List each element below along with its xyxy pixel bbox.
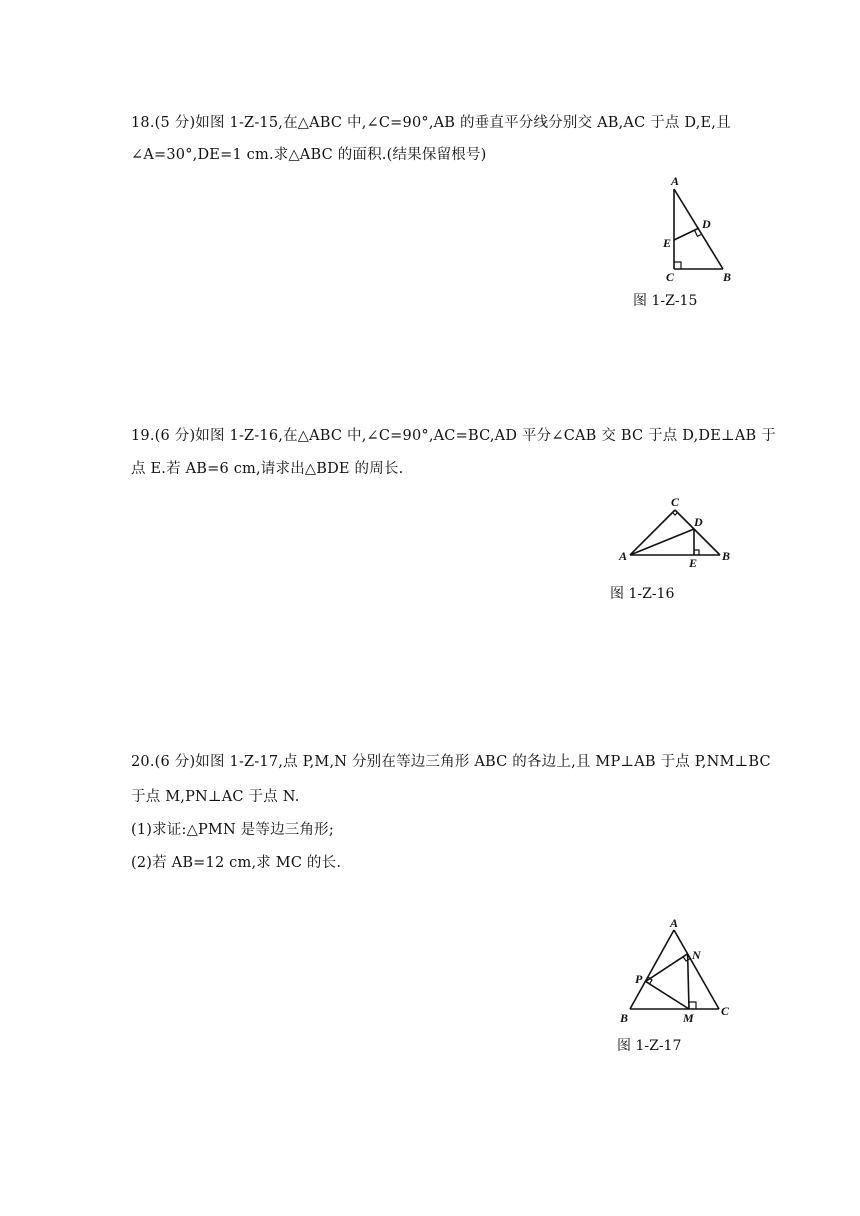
right-angle-mark-c <box>673 513 678 516</box>
side-ab <box>630 930 674 1009</box>
figure-1-Z-16 <box>612 493 742 578</box>
segment-pm <box>646 981 689 1009</box>
problem-20-line-2: 于点 M,PN⊥AC 于点 N. <box>131 789 300 805</box>
figure-caption-1-Z-17: 图 1-Z-17 <box>617 1038 682 1054</box>
label-d: D <box>694 515 703 529</box>
side-ac <box>630 510 675 555</box>
figure-1-Z-15 <box>660 172 740 287</box>
figure-caption-1-Z-15: 图 1-Z-15 <box>633 293 698 309</box>
problem-18-line-2: ∠A=30°,DE=1 cm.求△ABC 的面积.(结果保留根号) <box>131 147 487 163</box>
figure-1-Z-17 <box>615 915 740 1030</box>
right-angle-mark-c <box>674 262 681 269</box>
label-p: P <box>635 972 643 986</box>
label-a: A <box>619 549 628 563</box>
problem-19-line-2: 点 E.若 AB=6 cm,请求出△BDE 的周长. <box>131 461 404 477</box>
label-e: E <box>663 236 672 250</box>
figure-caption-1-Z-16: 图 1-Z-16 <box>610 586 675 602</box>
problem-20-line-4: (2)若 AB=12 cm,求 MC 的长. <box>131 855 342 871</box>
segment-ad <box>630 529 694 555</box>
segment-mn <box>688 954 689 1009</box>
label-a: A <box>671 174 680 188</box>
label-m: M <box>683 1011 694 1025</box>
problem-19-line-1: 19.(6 分)如图 1-Z-16,在△ABC 中,∠C=90°,AC=BC,AD 平分∠CAB 交 BC 于点 D,DE⊥AB 于 <box>131 428 776 444</box>
label-b: B <box>620 1011 629 1025</box>
label-b: B <box>722 549 731 563</box>
label-b: B <box>723 270 732 284</box>
side-ac <box>674 930 719 1009</box>
right-angle-mark-m <box>689 1002 696 1009</box>
label-a: A <box>670 916 679 930</box>
label-c: C <box>721 1004 730 1018</box>
problem-20-line-1: 20.(6 分)如图 1-Z-17,点 P,M,N 分别在等边三角形 ABC 的各边上,且 MP⊥AB 于点 P,NM⊥BC <box>131 754 771 770</box>
label-c: C <box>671 495 680 509</box>
label-d: D <box>702 217 711 231</box>
problem-18-line-1: 18.(5 分)如图 1-Z-15,在△ABC 中,∠C=90°,AB 的垂直平分线分别交 AB,AC 于点 D,E,且 <box>131 115 731 131</box>
label-e: E <box>689 556 698 570</box>
label-c: C <box>666 270 675 284</box>
problem-20-line-3: (1)求证:△PMN 是等边三角形; <box>131 822 334 838</box>
label-n: N <box>692 948 701 962</box>
segment-de <box>674 228 699 240</box>
segment-np <box>646 954 688 982</box>
